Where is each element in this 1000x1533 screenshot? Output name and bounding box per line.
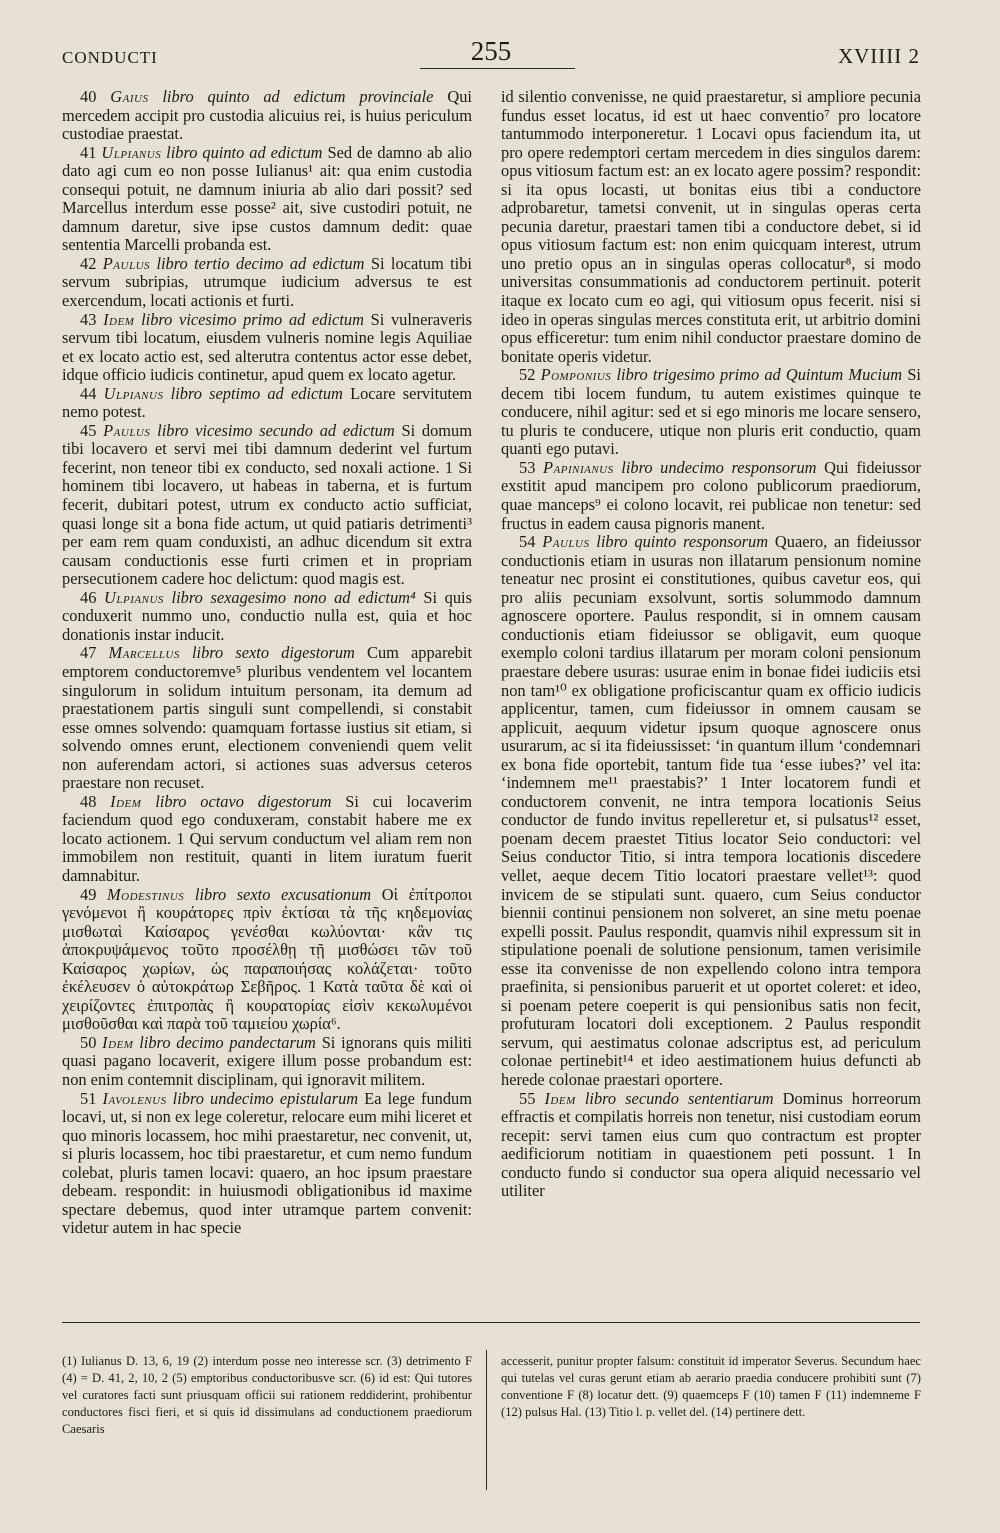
- fragment-text: Ea lege fundum locavi, ut, si non ex lege coleretur, relocare eum mihi liceret et quo minoris locassem, hoc mihi praestaretur, nec convenit, ut, si pluris locassem, hoc tibi praestaretur, et cum nemo fundum colebat, pluris tamen locavi: quaero, an hoc ipsum praestare debeam. respondit: in huiusmodi obligationibus id maxime spectare debemus, quod inter utramque partem convenit: videtur autem in hac specie: [62, 1088, 472, 1238]
- fragment-text: Dominus horreorum effractis et compilatis horreis non tenetur, nisi custodiam eorum recepit: servi tamen eius cum quo contractum est propter aedificiorum notitiam in quaestionem peti possunt.: [501, 1088, 921, 1164]
- fragment-number: 44: [80, 383, 97, 403]
- fragment-paragraph: [501, 88, 921, 366]
- fragment-paragraph: [62, 793, 472, 886]
- fragment-paragraph: [62, 644, 472, 792]
- fragment-paragraph: [501, 459, 921, 533]
- source-reference: libro sexagesimo nono ad edictum⁴: [171, 587, 416, 607]
- footnotes-right: accesserit, punitur propter falsum: constituit id imperator Severus. Secundum haec qui tutelas vel curas gerunt etiam ab aerario praedia conducere prohibiti sunt (7) conventione F (8) locatur dett. (9) quaemceps F (10) tamen F (11) indemneme F (12) pulsus Hal. (13) Titio l. p. vellet del. (14) pertinere dett.: [501, 1354, 921, 1419]
- section-number: 1: [695, 124, 704, 144]
- section-number: 1: [444, 457, 454, 477]
- fragment-number: 53: [519, 457, 536, 477]
- source-reference: libro quinto ad edictum: [166, 142, 323, 162]
- source-reference: libro quinto responsorum: [596, 532, 769, 552]
- section-number: 1: [307, 977, 317, 997]
- fragment-text: Si decem tibi locem fundum, tu autem existimes quinque te conducere, nihil agitur: sed et si ego minoris me locare sensero, tu pluris te conducere, utique non pluris erit conductio, quam quanti ego putavi.: [501, 365, 921, 459]
- fragment-number: 45: [80, 420, 97, 440]
- fragment-text: Si domum tibi locavero et servi mei tibi damnum dederint vel furtum fecerint, non teneor tibi ex conducto, sed noxali actione.: [62, 420, 472, 477]
- page-number: 255: [470, 36, 512, 66]
- fragment-number: 43: [80, 309, 97, 329]
- section-text: Qui servum conductum vel aliam rem non immobilem non restituit, quanti in litem iuratum fuerit damnabitur.: [62, 828, 472, 885]
- fragment-number: 51: [80, 1088, 97, 1108]
- jurist-name: Paulus: [102, 253, 151, 273]
- source-reference: libro tertio decimo ad edictum: [156, 253, 365, 273]
- jurist-name: Paulus: [542, 532, 590, 552]
- fragment-paragraph: [62, 422, 472, 589]
- jurist-name: Ulpianus: [103, 383, 164, 403]
- footnote-divider: [486, 1350, 487, 1490]
- section-number: 1: [886, 1144, 896, 1164]
- jurist-name: Marcellus: [108, 643, 180, 663]
- footnotes-left: (1) Iulianus D. 13, 6, 19 (2) interdum posse neo interesse scr. (3) detrimento F (4) = D. 41, 2, 10, 2 (5) emptoribus conductoribusve scr. (6) id est: Qui tutores vel curatores facti sunt priusquam officii sui rationem reddiderint, prohibentur conductores fisci fieri, et si quis id dissimulans ad conductionem praediorum Caesaris: [62, 1354, 472, 1436]
- header-rule: [420, 68, 575, 69]
- source-reference: libro septimo ad edictum: [170, 383, 343, 403]
- fragment-number: 49: [80, 884, 97, 904]
- fragment-text: Si locatum tibi servum subripias, utrumque iudicium adversus te est exercendum, locati actionis et furti.: [62, 253, 472, 311]
- fragment-paragraph: [62, 88, 472, 144]
- section-number: 2: [784, 1014, 793, 1034]
- fragment-paragraph: [62, 311, 472, 385]
- jurist-name: Ulpianus: [104, 587, 164, 607]
- section-text: Inter locatorem fundi et conductorem convenit, ne intra tempora locationis Seius conductor de fundo invitus repelleretur et, si pulsatus¹² esset, poenam decem praestet Titius locator Seio conductori: vel Seius conductor Titio, si intra tempora locationis discedere vellet, aeque decem Titio locatori praestare vellet¹³: quod invicem de se stipulati sunt. quaero, cum Seius conductor biennii continui pensionem non solveret, an sine metu poenae expelli possit. Paulus respondit, quamvis nihil expressum sit in stipulatione poenali de solutione pensionum, tamen verisimile esse ita convenisse de non expellendo colono intra tempora praefinita, si pensionibus paruerit et ut oportet coleret: et ideo, si poenam petere coeperit is qui pensionibus satis non fecit, profuturam locatori doli exceptionem.: [501, 773, 921, 1034]
- section-text: Κατὰ ταῦτα δὲ καὶ οἱ χειρίζοντες ἐπιτροπὰς ἢ κουρατορίας εἰσὶν κεκωλυμένοι μισθοῦσθαι καὶ παρὰ τοῦ ταμιείου χωρία⁶.: [62, 977, 473, 1034]
- fragment-text: Si cui locaverim faciendum quod ego conduxeram, constabit habere me ex locato actionem.: [62, 791, 472, 848]
- source-reference: libro decimo pandectarum: [139, 1032, 316, 1052]
- section-text: Locavi opus faciendum ita, ut pro opere redemptori certam mercedem in dies singulos darem: opus vitiosum factum est: an ex locato agere possim? respondit: si ita opus locasti, ut bonitas eius tibi a conductore adprobaretur, tametsi convenit, ut in singulas operas certa pecunia daretur, praestari tamen tibi a conductore debet, si id opus vitiosum factum est: non enim quicquam interest, utrum uno pretio opus an in singulas operas collocatur⁸, si modo universitas consummationis ad conductorem pertinuit. poterit itaque ex locato cum eo agi, qui vitiosum opus fecerit. nisi si ideo in operas singulas merces constituta erit, ut arbitrio domini opus efficeretur: tum enim nihil conductor praestare domino de bonitate operis videtur.: [501, 124, 921, 366]
- fragment-text: Si ignorans quis militi quasi pagano locaverit, exigere illum posse probandum est: non enim contemnit disciplinam, qui ignoravit militem.: [62, 1032, 472, 1089]
- jurist-name: Paulus: [103, 420, 151, 440]
- source-reference: libro quinto ad edictum provinciale: [162, 87, 434, 106]
- source-reference: libro vicesimo secundo ad edictum: [157, 420, 395, 440]
- fragment-text: Si quis conduxerit nummo uno, conductio nulla est, quia et hoc donationis instar inducit.: [62, 587, 472, 644]
- left-column: [62, 88, 472, 1238]
- jurist-name: Iavolenus: [102, 1088, 167, 1108]
- fragment-paragraph: [62, 385, 472, 422]
- fragment-number: 42: [80, 253, 97, 273]
- fragment-number: 52: [519, 365, 536, 385]
- fragment-number: 40: [80, 87, 97, 106]
- header-right-reference: XVIIII 2: [837, 44, 920, 68]
- fragment-text: Locare servitutem nemo potest.: [62, 383, 472, 422]
- source-reference: libro undecimo epistularum: [172, 1088, 359, 1108]
- fragment-number: 47: [80, 643, 97, 663]
- section-text: Paulus respondit servum, qui aestimatus colonae adscriptus est, ad periculum colonae pertinebit¹⁴ et ideo aestimationem huius defuncti ab herede colonae praestari oportere.: [501, 1014, 921, 1089]
- fragment-text: id silentio convenisse, ne quid praestaretur, si ampliore pecunia fundus esset locatus, id est ut haec conventio⁷ pro locatore tantummodo interponeretur.: [501, 87, 921, 144]
- jurist-name: Idem: [103, 309, 135, 329]
- fragment-number: 55: [519, 1088, 536, 1108]
- jurist-name: Papinianus: [543, 457, 614, 477]
- fragment-paragraph: [62, 1034, 472, 1090]
- source-reference: libro secundo sententiarum: [584, 1088, 774, 1108]
- section-number: 1: [176, 828, 185, 848]
- fragment-text: Si vulneraveris servum tibi locatum, eiusdem vulneris nomine legis Aquiliae et ex locato actio est, sed alterutra contentus actor esse debet, idque officio iudicis continetur, apud quem ex locato agetur.: [62, 309, 472, 385]
- source-reference: libro sexto excusationum: [194, 884, 372, 904]
- fragment-paragraph: [62, 1090, 472, 1238]
- header-left-title: CONDUCTI: [62, 48, 158, 67]
- source-reference: libro sexto digestorum: [191, 643, 355, 663]
- fragment-paragraph: [501, 366, 921, 459]
- jurist-name: Gaius: [110, 87, 149, 106]
- fragment-paragraph: [501, 533, 921, 1089]
- footnote-rule: [62, 1322, 920, 1323]
- section-number: 1: [719, 773, 729, 793]
- fragment-number: 54: [519, 532, 536, 552]
- jurist-name: Idem: [102, 1032, 134, 1052]
- fragment-number: 50: [80, 1032, 97, 1052]
- fragment-number: 46: [80, 587, 97, 607]
- fragment-text: Quaero, an fideiussor conductionis etiam in usuras non illatarum pensionum nomine teneatur nec prosint ei constitutiones, quibus cavetur eos, qui pro aliis pecuniam exsolvunt, sortis solummodo damnum agnoscere oportere. Paulus respondit, si in omnem causam conductionis etiam fideiussor se obligavit, eum quoque exemplo coloni tardius illatarum per moram coloni pensionum praestare debere usuras: usurae enim in bonae fidei iudiciis etsi non tam¹⁰ ex obligatione proficiscantur quam ex officio iudicis applicentur, tamen, cum fideiussor in omnem causam se applicuit, aequum videtur ipsum quoque agnoscere onus usurarum, ac si ita fideiussisset: ‘in quantum illum ‘condemnari ex bona fide oportebit, tantum fide tua ‘esse iubes?’ vel ita: ‘indemnem me¹¹ praestabis?’: [501, 532, 921, 793]
- source-reference: libro trigesimo primo ad Quintum Mucium: [616, 365, 903, 385]
- fragment-paragraph: [62, 886, 472, 1034]
- source-reference: libro undecimo responsorum: [621, 457, 817, 477]
- fragment-paragraph: [62, 589, 472, 645]
- section-text: Si hominem tibi locavero, ut habeas in taberna, et is furtum fecerit, dubitari potest, utrum ex conducto actio sufficiat, quasi longe sit a bona fide actum, ut quid patiaris detrimenti³ per eam rem quam conduxisti, an adhuc dicendum sit extra causam conductionis esse furti crimen et in propriam persecutionem cadere hoc delictum: quod magis est.: [62, 457, 472, 589]
- fragment-number: 41: [80, 142, 97, 162]
- fragment-paragraph: [62, 144, 472, 255]
- source-reference: libro octavo digestorum: [155, 791, 332, 811]
- jurist-name: Ulpianus: [101, 142, 162, 162]
- fragment-text: Οἱ ἐπίτροποι γενόμενοι ἢ κουράτορες πρὶν ἐκτίσαι τὰ τῆς κηδεμονίας μισθωταὶ Καίσαρος γενέσθαι κωλύονται· κἂν τις ἀποκρυψάμενος τοῦτο προσέλθῃ τῇ μισθώσει τῶν τοῦ Καίσαρος χωρίων, ὡς παραποιήσας κολάζεται· τοῦτο ἐκέλευσεν ὁ αὐτοκράτωρ Σεβῆρος.: [62, 884, 472, 997]
- fragment-paragraph: [62, 255, 472, 311]
- right-column: [501, 88, 921, 1201]
- fragment-number: 48: [80, 791, 97, 811]
- fragment-text: Sed de damno ab alio dato agi cum eo non posse Iulianus¹ ait: qua enim custodia consequi potuit, ne damnum iniuria ab alio dari possit? sed Marcellus interdum esse posse² ait, sive custodiri potuit, ne damnum daretur, sive ipse custos damnum dedit: quae sententia Marcelli probanda est.: [62, 142, 472, 255]
- jurist-name: Pomponius: [540, 365, 612, 385]
- fragment-text: Qui mercedem accipit pro custodia alicuius rei, is huius periculum custodiae praestat.: [62, 87, 472, 144]
- source-reference: libro vicesimo primo ad edictum: [141, 309, 364, 329]
- section-text: In conducto fundo si conductor sua opera aliquid necessario vel utiliter: [501, 1144, 921, 1201]
- fragment-paragraph: [501, 1090, 921, 1201]
- fragment-text: Qui fideiussor exstitit apud mancipem pro colono publicorum praediorum, quae manceps⁹ ei colono locavit, rei publicae non tenetur: sed fructus in eadem causa pignoris manent.: [501, 457, 921, 533]
- fragment-text: Cum apparebit emptorem conductoremve⁵ pluribus vendentem vel locantem singulorum in solidum intuitum personam, ita demum ad praestationem partis singuli sunt compellendi, si constabit esse omnes solvendo: quamquam fortasse iustius sit etiam, si solvendo omnes erunt, electionem conveniendi quem velit non auferendam actori, si actiones suas adversus ceteros praestare non recuset.: [62, 643, 472, 793]
- running-header: [62, 36, 920, 76]
- jurist-name: Idem: [544, 1088, 576, 1108]
- jurist-name: Idem: [110, 791, 142, 811]
- jurist-name: Modestinus: [106, 884, 185, 904]
